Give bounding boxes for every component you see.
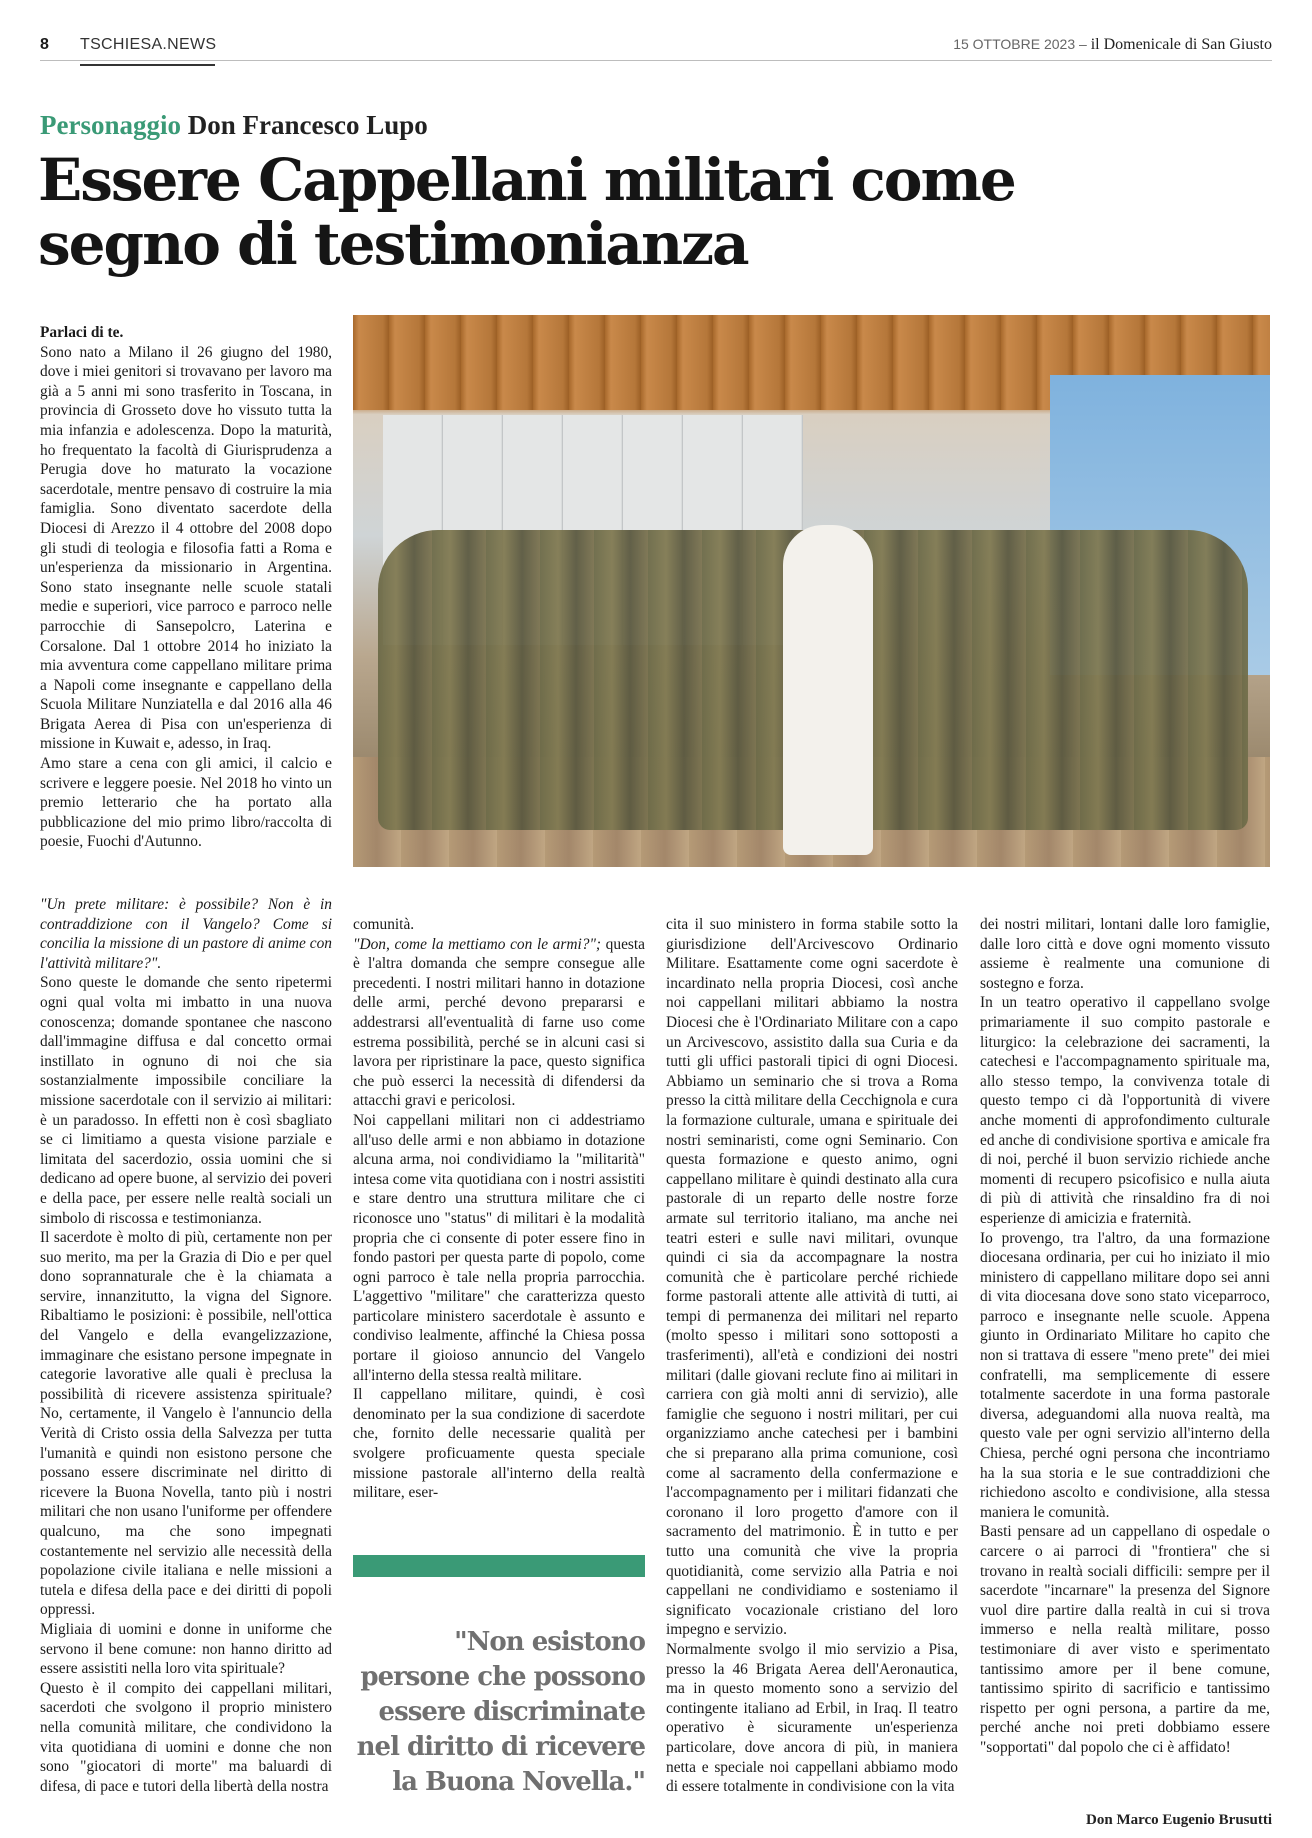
body-paragraph: cita il suo ministero in forma stabile sotto la giurisdizione dell'Arcivescovo Ordinario Militare. Esattamente come ogni sacerdote è incardinato nella propria Diocesi, così anche noi cappellani militari abbiamo la nostra Diocesi che è l'Ordinariato Militare con a capo un Arcivescovo, assistito dalla sua Curia e da tutti gli uffici pastorali tipici di ogni Diocesi. Abbiamo un seminario che si trova a Roma presso la città militare della Cecchignola e cura la formazione culturale, umana e spirituale dei nostri seminaristi, come ogni Seminario. Con questa formazione e questo animo, ogni cappellano militare è quindi destinato alla cura pastorale di un reparto delle nostre forze armate sul territorio italiano, ma anche nei teatri esteri e sulle navi militari, ovunque quindi ci sia da accompagnare la nostra comunità che è particolare perché richiede forme pastorali attente alle attività di tutti, ai tempi di permanenza dei militari nel reparto (molto spesso i militari sono sottoposti a trasferimenti), all'età e condizioni dei nostri militari (dalle giovani reclute fino ai militari in carriera con già molti anni di servizio), alle famiglie che seguono i nostri militari, per cui organizziamo anche catechesi per i bambini che si preparano alla prima comunione, così come al sacramento della confermazione e l'accompagnamento per i militari fidanzati che coronano il loro progetto d'amore con il sacramento del matrimonio. È in tutto e per tutto una comunità che vive la propria quotidianità, come servizio alla Patria e noi cappellani ne condividiamo e sosteniamo il significato vocazionale cristiano del loro impegno e servizio. — [666, 916, 958, 1639]
body-paragraph — [353, 935, 645, 1111]
publication-name: il Domenicale di San Giusto — [1090, 36, 1272, 53]
intro-paragraph: Amo stare a cena con gli amici, il calcio e scrivere e leggere poesie. Nel 2018 ho vinto un premio letterario che ha portato alla pubblicazione del mio primo libro/raccolta di poesie, Fuochi d'Autunno. — [40, 755, 332, 851]
page-header — [40, 30, 1272, 61]
kicker-label: Personaggio — [40, 110, 181, 140]
site-name[interactable]: TSCHIESA.NEWS — [80, 36, 217, 53]
body-paragraph: Questo è il compito dei cappellani militari, sacerdoti che svolgono il proprio ministero nella comunità militare, che condividono la vita quotidiana di uomini e donne che non sono "giocatori di morte" ma baluardi di difesa, di pace e tutori della libertà della nostra — [40, 1679, 332, 1795]
date-text: 15 OTTOBRE 2023 – — [953, 36, 1087, 52]
site-underline — [80, 64, 215, 66]
body-paragraph: Noi cappellani militari non ci addestriamo all'uso delle armi e non abbiamo in dotazione alcuna arma, noi condividiamo la "militarità" intesa come vita quotidiana con i nostri assistiti e stare dentro una struttura militare che ci riconosce uno "status" di militari è la modalità propria che ci consente di poter essere fino in fondo pastori per questa parte di popolo, come ogni parroco è tale nella propria parrocchia. L'aggettivo "militare" che caratterizza questo particolare ministero sacerdotale è assunto e condiviso lealmente, affinché la Chiesa possa portare il gioioso annuncio del Vangelo all'interno della stessa realtà militare. — [353, 1111, 645, 1384]
body-paragraph: Migliaia di uomini e donne in uniforme che servono il bene comune: non hanno diritto ad essere assistiti nella loro vita spirituale? — [40, 1620, 332, 1678]
article-headline: Essere Cappellani militari come segno di testimonianza — [38, 146, 1015, 278]
intro-column — [40, 323, 332, 852]
body-paragraph: Il cappellano militare, quindi, è così denominato per la sua condizione di sacerdote che, fornito delle necessarie qualità per svolgere proficuamente questa speciale missione pastorale all'interno della realtà militare, eser- — [353, 1386, 645, 1502]
body-paragraph: Basti pensare ad un cappellano di ospedale o carcere o ai parroci di "frontiera" che si trovano in realtà sociali difficili: sempre per il sacerdote "incarnare" la presenza del Signore vuol dire partire dalla realtà in cui si trova immerso e nella realtà militare, posso testimoniare di aver visto e sperimentato tantissimo amore per il bene comune, tantissimo spirito di sacrificio e tantissimo rispetto per ogni persona, a partire da me, perché anche noi preti dobbiamo essere "sopportati" dal popolo che ci è affidato! — [980, 1523, 1270, 1756]
issue-date — [953, 36, 1272, 54]
opening-question: "Un prete militare: è possibile? Non è in contraddizione con il Vangelo? Come si concilia la missione di un pastore di anime con l'attività militare?". — [40, 896, 332, 972]
quoted-question: "Don, come la mettiamo con le armi?"; — [353, 935, 602, 953]
paragraph-text: questa è l'altra domanda che sempre consegue alle precedenti. I nostri militari hanno in dotazione delle armi, perché devono prepararsi e addestrarsi all'eventualità di farne uso come estrema possibilità, perché se in alcuni casi si lavora per ripristinare la pace, questo significa che può esserci la necessità di difendersi da attacchi gravi e pericolosi. — [353, 935, 646, 1110]
body-paragraph: comunità. — [353, 916, 415, 933]
body-paragraph: Il sacerdote è molto di più, certamente non per suo merito, ma per la Grazia di Dio e per quel dono soprannaturale che è la chiamata a servire, innanzitutto, la vigna del Signore. Ribaltiamo le posizioni: è possibile, nell'ottica del Vangelo e della evangelizzazione, immaginare che esistano persone impegnate in categorie lavorative alle quali è preclusa la possibilità di ricevere assistenza spirituale? No, certamente, il Vangelo è l'annuncio della Verità di Cristo ossia della Salvezza per tutta l'umanità e quindi non esistono persone che possano essere discriminate nel diritto di ricevere la Buona Novella, tanto più i nostri militari che non usano l'uniforme per offendere qualcuno, ma che sono impegnati costantemente nel servizio alle necessità della popolazione civile italiana e nelle missioni a tutela e difesa della pace e dei diritti di popoli oppressi. — [40, 1229, 332, 1619]
column-1 — [40, 895, 332, 1796]
kicker-name: Don Francesco Lupo — [187, 110, 428, 140]
body-paragraph: In un teatro operativo il cappellano svolge primariamente il suo compito pastorale e liturgico: la celebrazione dei sacramenti, la catechesi e l'accompagnamento spirituale ma, allo stesso tempo, la convivenza totale di questo tempo ci dà l'opportunità di vivere anche momenti di approfondimento culturale ed anche di condivisione sportiva e amicale fra di noi, perché il buon servizio richiede anche momenti di recupero psicofisico e nulla aiuta di più di attività che rinsaldino fra di noi esperienze di amicizia e fraternità. — [980, 994, 1270, 1227]
body-paragraph: dei nostri militari, lontani dalle loro famiglie, dalle loro città e dove ogni momento vissuto assieme è realmente una comunione di sostegno e forza. — [980, 916, 1270, 992]
photo-priest — [783, 525, 873, 855]
column-4 — [980, 915, 1270, 1758]
body-paragraph: Normalmente svolgo il mio servizio a Pisa, presso la 46 Brigata Aerea dell'Aeronautica, ma in questo momento sono a servizio del contingente italiano ad Erbil, in Iraq. Il teatro operativo è sicuramente un'esperienza particolare, dove ancora di più, in maniera netta e speciale noi cappellani abbiamo modo di essere totalmente in condivisione con la vita — [666, 1640, 958, 1796]
body-paragraph: Io provengo, tra l'altro, da una formazione diocesana ordinaria, per cui ho iniziato il mio ministero di cappellano militare dopo sei anni di vita diocesana dove sono stato viceparroco, parroco e insegnante nelle scuole. Appena giunto in Ordinariato Militare ho capito che non si trattava di essere "meno prete" dei miei confratelli, ma semplicemente di essere totalmente sacerdote in una forma pastorale diversa, adeguandomi alla nuova realtà, ma questo vale per ogni servizio all'interno della Chiesa, perché ogni persona che incontriamo ha la sua storia e le sue contraddizioni che richiedono ascolto e condivisione, alla stessa maniera le comunità. — [980, 1229, 1270, 1521]
article-kicker — [40, 110, 428, 141]
intro-question: Parlaci di te. — [40, 324, 124, 341]
column-2 — [353, 915, 645, 1503]
accent-bar — [353, 1555, 645, 1577]
author-byline: Don Marco Eugenio Brusutti — [1086, 1812, 1272, 1828]
group-photo — [353, 315, 1270, 867]
page-number: 8 — [40, 36, 49, 53]
body-paragraph: Sono queste le domande che sento ripetermi ogni qual volta mi imbatto in una nuova conoscenza; domande spontanee che nascono dall'immagine diffusa e dal concetto ormai instillato in ognuno di noi che sia sostanzialmente impossibile conciliare la missione sacerdotale con il servizio ai militari: è un paradosso. In effetti non è così sbagliato se ci limitiamo a questa visione parziale e limitata del sacerdozio, ossia uomini che si dedicano ad opere buone, al servizio dei poveri e della pace, per essere nelle realtà sociali un simbolo di riscossa e testimonianza. — [40, 974, 332, 1227]
intro-paragraph: Sono nato a Milano il 26 giugno del 1980, dove i miei genitori si trovavano per lavoro ma già a 5 anni mi sono trasferito in Toscana, in provincia di Grosseto dove ho vissuto tutta la mia infanzia e adolescenza. Dopo la maturità, ho frequentato la facoltà di Giurisprudenza a Perugia dove ho maturato la vocazione sacerdotale, mentre pensavo di costruire la mia famiglia. Sono diventato sacerdote della Diocesi di Arezzo il 4 ottobre del 2008 dopo gli studi di teologia e filosofia fatti a Roma e un'esperienza da missionario in Argentina. Sono stato insegnante nelle scuole statali medie e superiori, vice parroco e parroco nelle parrocchie di Sansepolcro, Laterina e Corsalone. Dal 1 ottobre 2014 ho iniziato la mia avventura come cappellano militare prima a Napoli come insegnante e cappellano della Scuola Militare Nunziatella e dal 2016 alla 46 Brigata Aerea di Pisa con un'esperienza di missione in Kuwait e, adesso, in Iraq. — [40, 343, 332, 753]
column-3 — [666, 915, 958, 1797]
pull-quote: "Non esistono persone che possono essere discriminate nel diritto di ricevere la Buona Novella." — [356, 1627, 645, 1797]
